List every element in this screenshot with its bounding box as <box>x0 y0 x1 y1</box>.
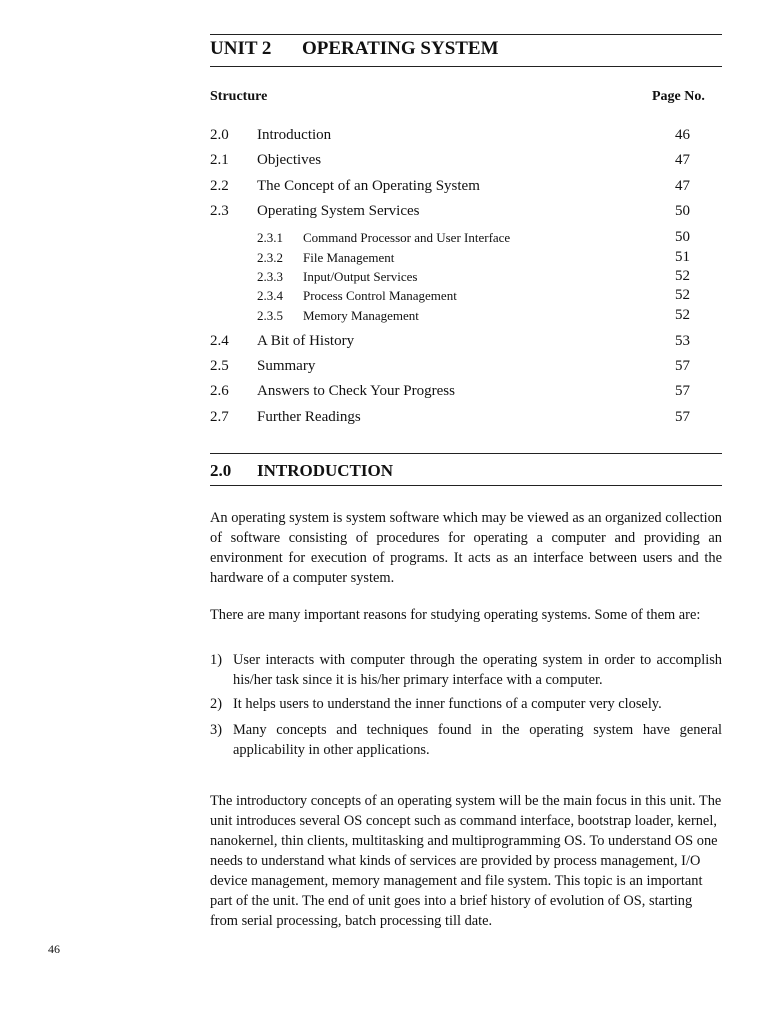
toc-title: File Management <box>303 250 395 265</box>
intro-paragraph-1: An operating system is system software which may be viewed as an organized collection of software consisting of procedures for operating a computer and providing an environment for execution of programs. It acts as an interface between users and the hardware of a computer system. <box>210 510 722 586</box>
section-number: 2.0 <box>210 461 232 480</box>
page-no-label: Page No. <box>652 89 705 104</box>
section-title: INTRODUCTION <box>257 461 394 480</box>
section-top-rule <box>210 453 722 454</box>
toc-entry <box>210 358 690 378</box>
structure-label: Structure <box>210 89 268 104</box>
toc-number: 2.0 <box>210 127 229 143</box>
toc-entry <box>210 333 690 353</box>
toc-number: 2.3.1 <box>257 230 283 245</box>
toc-title: The Concept of an Operating System <box>257 178 480 194</box>
toc-number: 2.6 <box>210 383 229 399</box>
toc-title: A Bit of History <box>257 333 355 349</box>
list-item <box>210 650 722 690</box>
toc-page: 46 <box>675 127 690 143</box>
toc-entry <box>210 178 690 198</box>
list-text: User interacts with computer through the operating system in order to accomplish his/her task since it is his/her primary interface with a computer. <box>233 652 722 688</box>
toc-page: 52 <box>675 307 690 323</box>
toc-page: 52 <box>675 268 690 284</box>
top-rule <box>210 34 722 35</box>
toc-page: 53 <box>675 333 690 349</box>
toc-entry <box>210 383 690 403</box>
toc-title: Introduction <box>257 127 332 143</box>
toc-subentry <box>210 308 690 328</box>
page-number: 46 <box>48 942 60 956</box>
toc-number: 2.3 <box>210 203 229 219</box>
toc-page: 47 <box>675 152 690 168</box>
toc-number: 2.1 <box>210 152 229 168</box>
toc-page: 57 <box>675 409 690 425</box>
intro-paragraph-2: There are many important reasons for studying operating systems. Some of them are: <box>210 607 701 623</box>
section-bottom-rule <box>210 485 722 486</box>
unit-name: OPERATING SYSTEM <box>302 38 499 59</box>
list-item <box>210 694 722 714</box>
toc-title: Summary <box>257 358 316 374</box>
toc-number: 2.7 <box>210 409 229 425</box>
list-text: It helps users to understand the inner functions of a computer very closely. <box>233 696 662 712</box>
list-marker: 2) <box>210 696 222 712</box>
list-text: Many concepts and techniques found in the operating system have general applicability in other applications. <box>233 722 722 758</box>
toc-page: 52 <box>675 287 690 303</box>
toc-subentry <box>210 230 690 250</box>
toc-subentry <box>210 288 690 308</box>
toc-page: 47 <box>675 178 690 194</box>
list-marker: 1) <box>210 652 222 668</box>
toc-number: 2.3.3 <box>257 269 283 284</box>
toc-page: 51 <box>675 249 690 265</box>
toc-number: 2.4 <box>210 333 229 349</box>
toc-page: 50 <box>675 229 690 245</box>
toc-title: Operating System Services <box>257 203 420 219</box>
toc-number: 2.3.2 <box>257 250 283 265</box>
toc-entry <box>210 203 690 223</box>
toc-number: 2.3.4 <box>257 288 283 303</box>
toc-entry <box>210 127 690 147</box>
toc-page: 57 <box>675 383 690 399</box>
toc-subentry <box>210 269 690 289</box>
toc-number: 2.3.5 <box>257 308 283 323</box>
toc-number: 2.2 <box>210 178 229 194</box>
toc-title: Answers to Check Your Progress <box>257 383 455 399</box>
intro-paragraph-3: The introductory concepts of an operating system will be the main focus in this unit. The unit introduces several OS concept such as command interface, bootstrap loader, kernel, nanokernel, thin clients, multitasking and multiprogramming OS. To understand OS one needs to understand what kinds of services are provided by process management, I/O device management, memory management and file system. This topic is an important part of the unit. The end of unit goes into a brief history of evolution of OS, starting from serial processing, batch processing till date. <box>210 793 722 929</box>
toc-subentry <box>210 250 690 270</box>
list-marker: 3) <box>210 722 222 738</box>
unit-heading-rule <box>210 66 722 67</box>
toc-number: 2.5 <box>210 358 229 374</box>
toc-entry <box>210 409 690 429</box>
unit-label: UNIT 2 <box>210 38 272 59</box>
toc-page: 50 <box>675 203 690 219</box>
toc-title: Objectives <box>257 152 322 168</box>
toc-title: Input/Output Services <box>303 269 418 284</box>
toc-entry <box>210 152 690 172</box>
section-heading <box>210 461 394 481</box>
toc-page: 57 <box>675 358 690 374</box>
toc-title: Process Control Management <box>303 288 457 303</box>
toc-title: Command Processor and User Interface <box>303 230 511 245</box>
unit-heading <box>210 38 499 60</box>
toc-title: Further Readings <box>257 409 361 425</box>
toc-title: Memory Management <box>303 308 419 323</box>
list-item <box>210 720 722 760</box>
